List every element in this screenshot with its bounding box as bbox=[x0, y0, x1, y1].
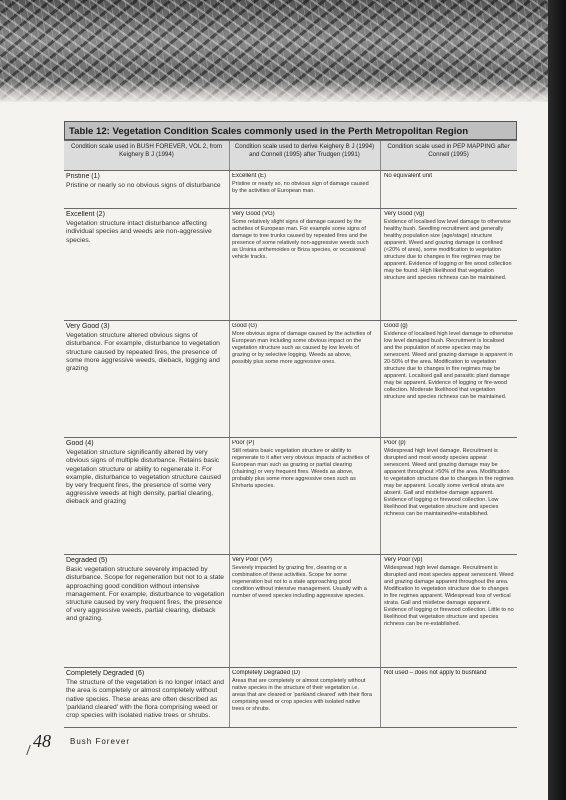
table-row-degraded-bush-forever bbox=[66, 557, 226, 665]
condition-title: Very Good (3) bbox=[66, 323, 110, 330]
condition-title: Very Poor (vp) bbox=[384, 557, 423, 563]
table-row-pristine-pep bbox=[384, 173, 514, 207]
condition-title: Good (g) bbox=[384, 323, 408, 329]
condition-description: Evidence of localised low level damage to otherwise healthy bush. Seedling recruitment and generally healthy population size (age/stage) structure apparent. Weed and grazing damage is confined (<20% of area), some modification to vegetation structure due to changes in fire regimes may be apparent. Evidence of logging or fire wood collection may be found. High likelihood that vegetation structure and species richness can be maintained. bbox=[384, 219, 512, 281]
condition-description: Some relatively slight signs of damage caused by the activities of European man. For example some signs of damage to tree trunks caused by repeated fires and the presence of some relatively non-aggressive weeds such as Ursinia anthemoides or Briza species, or occasional vehicle tracks. bbox=[232, 219, 369, 260]
condition-description: Pristine or nearly so no obvious signs of disturbance bbox=[66, 182, 221, 190]
condition-description: More obvious signs of damage caused by the activities of European man including some obvious impact on the vegetation structure such as caused by low levels of grazing or by selective logging. Weeds as above, possibly plus some more aggressive ones. bbox=[232, 331, 372, 365]
condition-title: Completely Degraded (6) bbox=[66, 670, 145, 677]
table-row-completely-degraded-bush-forever bbox=[66, 670, 226, 726]
condition-title: Very Good (VG) bbox=[232, 211, 275, 217]
table-row-pristine-bush-forever bbox=[66, 173, 226, 207]
condition-description: The structure of the vegetation is no longer intact and the area is completely or almost completely without native species. These areas are often described as 'parkland cleared' with the flora comprising weed or crop species with isolated native trees or shrubs. bbox=[66, 679, 224, 720]
table-row-good-pep bbox=[384, 440, 514, 552]
column-header-2: Condition scale used to derive Keighery B J (1994) and Connell (1995) after Trudgen (1991) bbox=[229, 140, 380, 170]
publication-name: Bush Forever bbox=[70, 737, 131, 746]
condition-title: Pristine (1) bbox=[66, 173, 100, 180]
table-row-very-good-trudgen bbox=[232, 323, 372, 435]
column-header-1: Condition scale used in BUSH FOREVER, VOL 2, from Keighery B J (1994) bbox=[64, 140, 229, 170]
condition-description: Vegetation structure intact disturbance affecting individual species and weeds are non-aggressive species. bbox=[66, 220, 212, 244]
table-row-degraded-pep bbox=[384, 557, 514, 665]
condition-description: Widespread high level damage. Recruitment is disrupted and most species appear senescent. Weed and grazing damage apparent throughout the area. Modification to vegetation structure due to changes in fire regimes apparent. Widespread loss of vertical strata. Gall and mistletoe damage apparent. Evidence of logging or firewood collection. Little to no likelihood that vegetation structure and species richness can be re-established. bbox=[384, 565, 514, 627]
condition-description: Still retains basic vegetation structure or ability to regenerate to it after very obvious impacts of activities of European man such as grazing or partial clearing (chaining) or very frequent fires. Weeds as above, probably plus some more aggressive ones such as Ehrharta species. bbox=[232, 448, 370, 489]
condition-title: Very Good (vg) bbox=[384, 211, 425, 217]
table-row-pristine-trudgen bbox=[232, 173, 372, 207]
condition-title: Poor (P) bbox=[232, 440, 255, 446]
condition-title: Not used – does not apply to bushland bbox=[384, 670, 487, 676]
condition-title: Excellent (2) bbox=[66, 211, 105, 218]
condition-description: Vegetation structure significantly altered by very obvious signs of multiple disturbance. Retains basic vegetation structure or ability to regenerate it. For example, disturbance to vegetation structure caused by very frequent fires, the presence of some very aggressive weeds at high density, partial clearing, dieback and grazing bbox=[66, 449, 222, 506]
condition-description: Pristine or nearly so, no obvious sign of damage caused by the activities of European man. bbox=[232, 181, 369, 194]
table-row-excellent-trudgen bbox=[232, 211, 372, 318]
condition-title: Excellent (E) bbox=[232, 173, 267, 179]
condition-title: Good (G) bbox=[232, 323, 258, 329]
table-title: Table 12: Vegetation Condition Scales commonly used in the Perth Metropolitan Region bbox=[64, 121, 517, 140]
table-row-degraded-trudgen bbox=[232, 557, 372, 665]
table-row-completely-degraded-pep bbox=[384, 670, 514, 726]
condition-title: Degraded (5) bbox=[66, 557, 108, 564]
condition-title: Very Poor (VP) bbox=[232, 557, 273, 563]
table-row-completely-degraded-trudgen bbox=[232, 670, 372, 726]
condition-title: Good (4) bbox=[66, 440, 94, 447]
condition-description: Widespread high level damage. Recruitment is disrupted and most woody species appear senescent. Weed and grazing damage may be apparent throughout >50% of the area. Modification to vegetation structure due to changes in fire regimes may be apparent. Locally some vertical strata are absent. Gall and mistletoe damage apparent. Evidence of logging or firewood collection. Low likelihood that vegetation structure and species richness can be maintained/re-established. bbox=[384, 448, 514, 517]
page-number: 48 bbox=[33, 731, 51, 751]
condition-title: Completely Degraded (D) bbox=[232, 670, 301, 676]
table-row-excellent-pep bbox=[384, 211, 514, 318]
scan-edge-shadow bbox=[548, 0, 566, 800]
table-row-excellent-bush-forever bbox=[66, 211, 226, 318]
condition-description: Areas that are completely or almost completely without native species in the structure of their vegetation i.e. areas that are cleared or 'parkland cleared' with their flora comprising weed or crop species with isolated native trees or shrubs. bbox=[232, 678, 372, 712]
column-header-3: Condition scale used in PEP MAPPING after Connell (1995) bbox=[380, 140, 517, 170]
table-row-very-good-bush-forever bbox=[66, 323, 226, 435]
condition-description: Severely impacted by grazing fire, clearing or a combination of these activities. Scope for some regeneration but not to a state approaching good condition without intensive management. Usually with a number of weed species including aggressive species. bbox=[232, 565, 367, 599]
condition-description: Basic vegetation structure severely impacted by disturbance. Scope for regeneration but not to a state approaching good condition without intensive management. For example, disturbance to vegetation structure caused by very frequent fires, the presence of very aggressive weeds, partial clearing, dieback and grazing. bbox=[66, 566, 225, 623]
condition-title: Poor (p) bbox=[384, 440, 406, 446]
table-row-good-bush-forever bbox=[66, 440, 226, 552]
condition-description: Vegetation structure altered obvious signs of disturbance. For example, disturbance to vegetation structure caused by repeated fires, the presence of some more aggressive weeds, dieback, logging and grazing bbox=[66, 332, 220, 373]
table-row-very-good-pep bbox=[384, 323, 514, 435]
table-row-good-trudgen bbox=[232, 440, 372, 552]
condition-description: Evidence of localised high level damage to otherwise low level damaged bush. Recruitment is localised and the population of some species may be senescent. Weed and grazing damage is apparent in 20-50% of the area. Modification to vegetation structure due to changes in fire regimes may be apparent. Localised gall and parasitic plant damage may be apparent. Evidence of logging or fire-wood collection. Moderate likelihood that vegetation structure and species richness can be maintained. bbox=[384, 331, 514, 400]
condition-title: No equivalent unit bbox=[384, 173, 433, 179]
